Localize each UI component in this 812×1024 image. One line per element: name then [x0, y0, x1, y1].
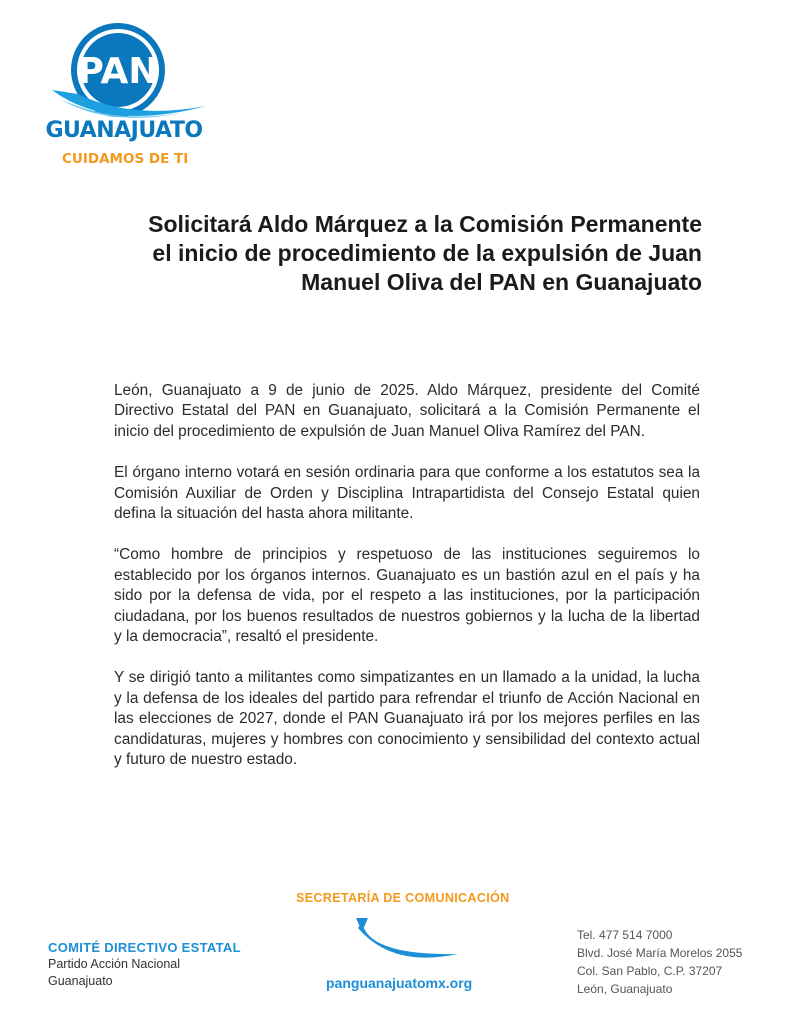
press-release-body — [114, 381, 700, 792]
party-label: Partido Acción Nacional — [48, 957, 181, 971]
logo-pan-text: PAN — [77, 51, 159, 92]
page-title — [102, 210, 702, 297]
secretaria-label: SECRETARÍA DE COMUNICACIÓN — [296, 891, 510, 905]
contact-phone: Tel. 477 514 7000 — [577, 928, 673, 942]
state-label: Guanajuato — [48, 974, 113, 988]
pan-logo — [38, 20, 218, 172]
contact-colony: Col. San Pablo, C.P. 37207 — [577, 964, 723, 978]
logo-tagline: CUIDAMOS DE TI — [62, 151, 189, 167]
title-line: Solicitará Aldo Márquez a la Comisión Permanente — [148, 211, 702, 237]
body-paragraph: El órgano interno votará en sesión ordinaria para que conforme a los estatutos sea la Comisión Auxiliar de Orden y Disciplina Intrapartidista del Consejo Estatal quien defina la situación del hasta ahora militante. — [114, 464, 700, 523]
committee-label: COMITÉ DIRECTIVO ESTATAL — [48, 940, 241, 955]
pan-circle-emblem — [38, 20, 218, 132]
contact-address: Blvd. José María Morelos 2055 — [577, 946, 743, 960]
body-paragraph: Y se dirigió tanto a militantes como simpatizantes en un llamado a la unidad, la lucha y la defensa de los ideales del partido para refrendar el triunfo de Acción Nacional en las elecciones de 2027, donde el PAN Guanajuato irá por los mejores perfiles en las candidaturas, mujeres y hombres con conocimiento y sensibilidad del contexto actual y futuro de nuestro estado. — [114, 669, 700, 769]
swoosh-icon — [352, 914, 464, 968]
logo-state-name: GUANAJUATO — [45, 118, 203, 143]
website-link[interactable]: panguanajuatomx.org — [326, 975, 473, 991]
contact-block — [577, 926, 742, 998]
title-line: el inicio de procedimiento de la expulsión de Juan — [152, 240, 702, 266]
body-paragraph: “Como hombre de principios y respetuoso de las instituciones seguiremos lo establecido por los órganos internos. Guanajuato es un bastión azul en el país y ha sido por la defensa de vida, por el respeto a las instituciones, por la participación ciudadana, por los buenos resultados de nuestros gobiernos y la lucha de la libertad y la democracia”, resaltó el presidente. — [114, 546, 700, 646]
body-paragraph: León, Guanajuato a 9 de junio de 2025. Aldo Márquez, presidente del Comité Directivo Estatal del PAN en Guanajuato, solicitará a la Comisión Permanente el inicio del procedimiento de expulsión de Juan Manuel Oliva Ramírez del PAN. — [114, 382, 700, 440]
contact-city: León, Guanajuato — [577, 982, 673, 996]
title-line: Manuel Oliva del PAN en Guanajuato — [301, 269, 702, 295]
